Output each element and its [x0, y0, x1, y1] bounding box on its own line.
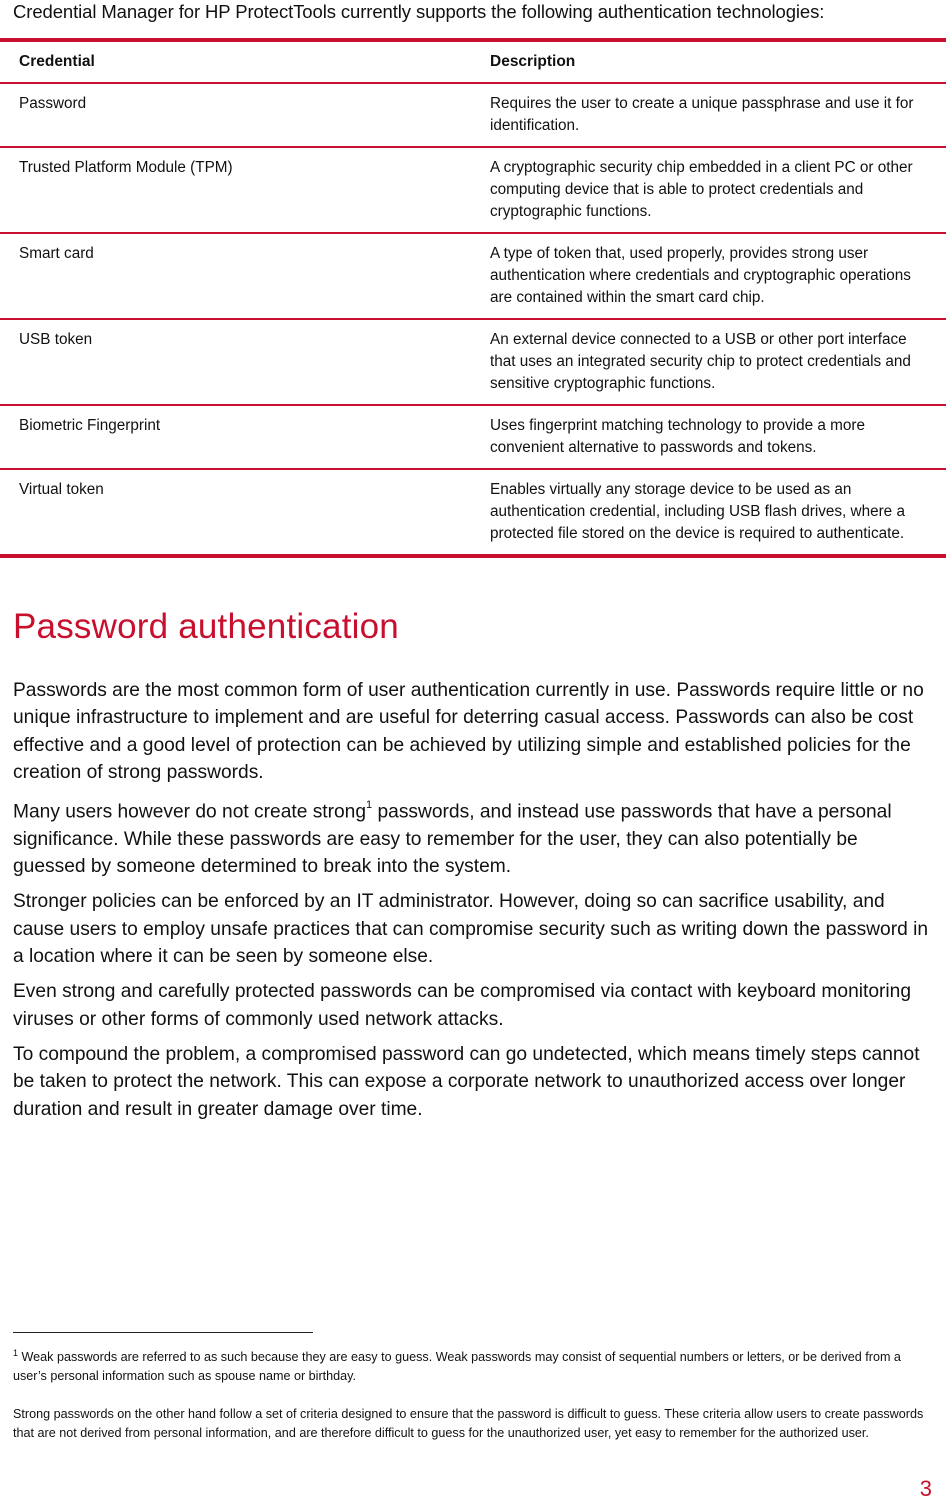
credential-cell: Biometric Fingerprint [0, 405, 490, 469]
credentials-table [0, 38, 946, 558]
credential-cell: Trusted Platform Module (TPM) [0, 147, 490, 233]
section-heading: Password authentication [13, 607, 399, 646]
credential-cell: Password [0, 83, 490, 147]
table-row [0, 319, 946, 405]
description-cell: An external device connected to a USB or other port interface that uses an integrated security chip to protect credentials and sensitive cryptographic functions. [490, 319, 946, 405]
footnote-reference[interactable]: 1 [366, 799, 373, 812]
table-row [0, 405, 946, 469]
credential-cell: Smart card [0, 233, 490, 319]
footnote-marker: 1 [13, 1348, 19, 1358]
paragraph-text: Many users however do not create strong [13, 801, 367, 823]
description-cell: Enables virtually any storage device to be used as an authentication credential, including USB flash drives, where a protected file stored on the device is required to authenticate. [490, 469, 946, 556]
description-cell: A type of token that, used properly, provides strong user authentication where credentials and cryptographic operations are contained within the smart card chip. [490, 233, 946, 319]
paragraph: Passwords are the most common form of user authentication currently in use. Passwords require little or no unique infrastructure to implement and are useful for deterring casual access. Passwords can also be cost effective and a good level of protection can be achieved by utilizing simple and established policies for the creation of strong passwords. [13, 680, 924, 783]
paragraph-text: passwords, and instead use passwords that have a personal significance. While these passwords are easy to remember for the user, they can also potentially be guessed by someone determined to break into the system. [13, 801, 892, 878]
paragraph: Even strong and carefully protected passwords can be compromised via contact with keyboard monitoring viruses or other forms of commonly used network attacks. [13, 981, 912, 1030]
description-cell: A cryptographic security chip embedded in a client PC or other computing device that is able to protect credentials and cryptographic functions. [490, 147, 946, 233]
section-body [13, 677, 933, 1131]
footnote [13, 1344, 938, 1386]
column-header-credential: Credential [19, 53, 95, 70]
credential-cell: USB token [0, 319, 490, 405]
table-row [0, 83, 946, 147]
paragraph [13, 794, 933, 880]
table-row [0, 469, 946, 556]
intro-text: Credential Manager for HP ProtectTools currently supports the following authentication technologies: [13, 1, 825, 22]
footnote-divider [13, 1332, 313, 1333]
footnote-text: Weak passwords are referred to as such because they are easy to guess. Weak passwords may consist of sequential numbers or letters, or be derived from a user’s personal information such as spouse name or birthday. [13, 1350, 901, 1384]
column-header-description: Description [490, 53, 576, 70]
page-number: 3 [919, 1476, 932, 1501]
description-cell: Requires the user to create a unique passphrase and use it for identification. [490, 83, 946, 147]
description-cell: Uses fingerprint matching technology to provide a more convenient alternative to passwords and tokens. [490, 405, 946, 469]
paragraph: To compound the problem, a compromised password can go undetected, which means timely steps cannot be taken to protect the network. This can expose a corporate network to unauthorized access over longer duration and result in greater damage over time. [13, 1043, 920, 1120]
table-header-row [0, 40, 946, 83]
footnote: Strong passwords on the other hand follow a set of criteria designed to ensure that the password is difficult to guess. These criteria allow users to create passwords that are not derived from personal information, and are therefore difficult to guess for the unauthorized user, yet easy to remember for the authorized user. [13, 1407, 924, 1441]
footnotes [13, 1344, 938, 1462]
credential-cell: Virtual token [0, 469, 490, 556]
paragraph: Stronger policies can be enforced by an IT administrator. However, doing so can sacrifice usability, and cause users to employ unsafe practices that can compromise security such as writing down the password in a location where it can be seen by someone else. [13, 891, 929, 968]
table-row [0, 233, 946, 319]
table-row [0, 147, 946, 233]
